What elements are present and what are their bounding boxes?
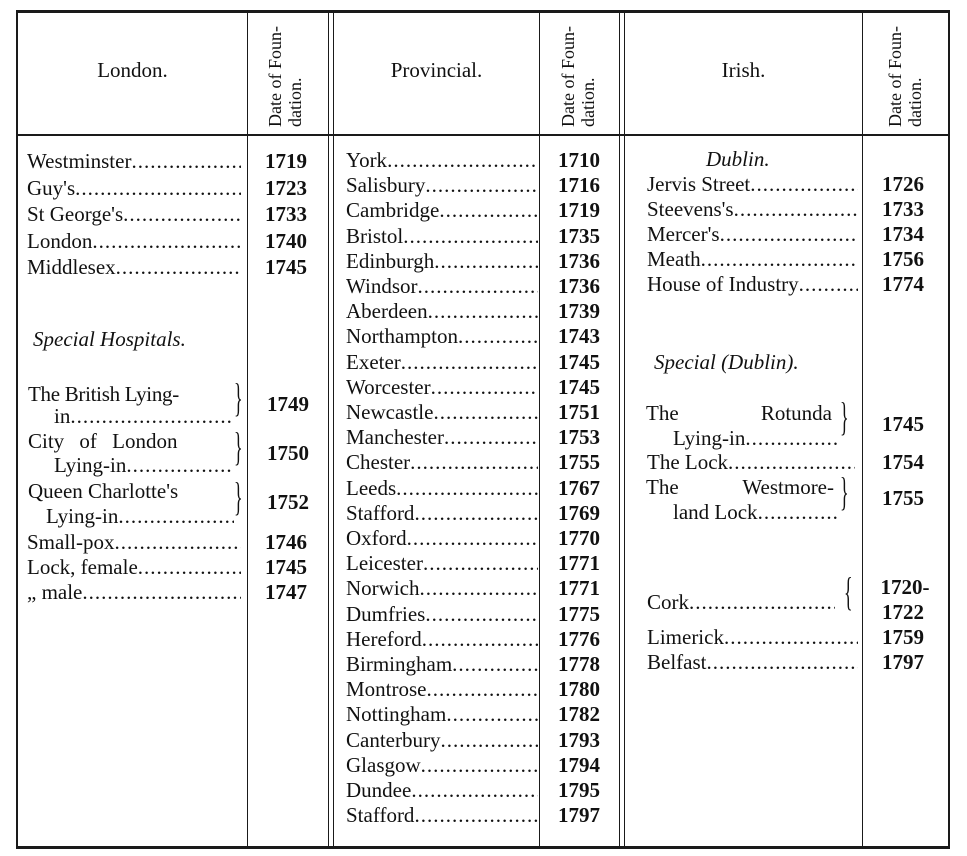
- irish-row: [647, 272, 930, 297]
- provincial-row: [346, 602, 606, 627]
- entry-year: 1776: [558, 626, 600, 651]
- provincial-row: [346, 476, 606, 501]
- entry-year: 1745: [882, 412, 924, 436]
- rule-london-right-b: [333, 10, 334, 849]
- entry-year: 1743: [558, 324, 600, 349]
- entry-line2: land Lock .....: [673, 500, 839, 525]
- entry-name: Aberdeen .....: [346, 299, 538, 324]
- entry-name: Stafford .....: [346, 803, 538, 828]
- entry-name: Bristol .....: [346, 224, 538, 249]
- entry-name: Montrose .....: [346, 677, 538, 702]
- london-row: [27, 580, 313, 605]
- entry-year: 1775: [558, 601, 600, 626]
- entry-year: 1797: [882, 650, 924, 674]
- entry-year: 1753: [558, 425, 600, 450]
- entry-year: 1778: [558, 652, 600, 676]
- entry-name: Edinburgh .....: [346, 249, 538, 274]
- header-provincial-date: [553, 16, 603, 128]
- entry-year: 1745: [558, 349, 600, 374]
- entry-name: London .....: [27, 229, 241, 254]
- entry-line1: Queen Charlotte's: [28, 479, 179, 503]
- entry-year: 1767: [558, 475, 600, 500]
- entry-name: Steevens's .....: [647, 197, 858, 222]
- entry-year: 1771: [558, 576, 600, 601]
- entry-year: 1745: [558, 374, 600, 399]
- rule-prov-right-a: [619, 10, 620, 849]
- entry-name: Oxford .....: [346, 526, 538, 551]
- entry-year: 1745: [265, 555, 307, 579]
- london-row: [27, 555, 313, 580]
- entry-year-start: 1720-: [880, 575, 930, 599]
- entry-name: Dumfries .....: [346, 602, 538, 627]
- irish-row: [647, 172, 930, 197]
- entry-year: 1797: [558, 803, 600, 828]
- provincial-row: [346, 803, 606, 828]
- entry-line1: The Rotunda: [646, 401, 832, 425]
- entry-year: 1735: [558, 223, 600, 248]
- entry-name: Cambridge .....: [346, 198, 538, 223]
- provincial-row: [346, 627, 606, 652]
- irish-row: [647, 247, 930, 272]
- entry-year: 1736: [558, 274, 600, 298]
- provincial-row: [346, 677, 606, 702]
- irish-row: [647, 197, 930, 222]
- provincial-row: [346, 274, 606, 299]
- entry-name: Manchester .....: [346, 425, 538, 450]
- provincial-row: [346, 198, 606, 223]
- provincial-row: [346, 702, 606, 727]
- entry-year-end: 1722: [882, 600, 924, 624]
- irish-row: [647, 625, 930, 650]
- brace-open-icon: {: [844, 569, 853, 614]
- entry-name: Small-pox .....: [27, 530, 241, 555]
- london-row: [27, 530, 313, 555]
- provincial-row: [346, 375, 606, 400]
- entry-name: „ male .....: [27, 580, 241, 605]
- rule-london-right-a: [328, 10, 329, 849]
- header-london: London.: [97, 58, 168, 82]
- provincial-row: [346, 299, 606, 324]
- entry-name: Birmingham .....: [346, 652, 538, 677]
- entry-year: 1793: [558, 727, 600, 752]
- entry-year: 1745: [265, 255, 307, 279]
- entry-name: Dundee .....: [346, 778, 538, 803]
- irish-special-heading: Special (Dublin).: [654, 350, 799, 374]
- entry-year: 1733: [265, 202, 307, 226]
- entry-line2: Lying-in .....: [46, 504, 234, 529]
- irish-lock: The Lock ..... 1754: [647, 450, 862, 475]
- entry-year: 1770: [558, 526, 600, 550]
- entry-name: Northampton .....: [346, 324, 538, 349]
- entry-year: 1752: [267, 490, 309, 514]
- entry-year: 1747: [265, 580, 307, 604]
- entry-year: 1780: [558, 677, 600, 702]
- irish-dublin-heading: Dublin.: [706, 147, 770, 171]
- provincial-row: [346, 526, 606, 551]
- brace-icon: }: [234, 424, 243, 469]
- entry-name: Canterbury .....: [346, 728, 538, 753]
- entry-name: House of Industry .....: [647, 272, 858, 297]
- entry-year: 1756: [882, 247, 924, 271]
- entry-name: Windsor .....: [346, 274, 538, 299]
- entry-name: Leicester .....: [346, 551, 538, 576]
- entry-line1: The Westmore-: [646, 475, 834, 499]
- entry-name: Stafford .....: [346, 501, 538, 526]
- entry-name: Salisbury .....: [346, 173, 538, 198]
- provincial-row: [346, 224, 606, 249]
- provincial-row: [346, 450, 606, 475]
- header-rule: [16, 134, 950, 136]
- entry-name: Hereford .....: [346, 627, 538, 652]
- entry-year: 1749: [267, 392, 309, 416]
- entry-name: Westminster .....: [27, 149, 241, 174]
- entry-name: Lock, female .....: [27, 555, 241, 580]
- entry-year: 1719: [558, 198, 600, 223]
- entry-line1: The British Lying-: [28, 382, 179, 406]
- entry-year: 1755: [882, 486, 924, 510]
- irish-row: [647, 650, 930, 675]
- provincial-row: [346, 148, 606, 173]
- brace-icon: }: [234, 375, 243, 420]
- entry-year: 1734: [882, 222, 924, 246]
- provincial-row: [346, 753, 606, 778]
- entry-name: York .....: [346, 148, 538, 173]
- entry-line1: City of London: [28, 429, 178, 453]
- rule-irish-date: [862, 10, 863, 849]
- provincial-row: [346, 249, 606, 274]
- london-special-heading: Special Hospitals.: [33, 327, 186, 351]
- entry-name: Worcester .....: [346, 375, 538, 400]
- provincial-row: [346, 400, 606, 425]
- entry-name: Cork .....: [647, 590, 835, 615]
- entry-name: Newcastle .....: [346, 400, 538, 425]
- entry-name: Leeds .....: [346, 476, 538, 501]
- brace-icon: }: [234, 474, 243, 519]
- provincial-row: [346, 778, 606, 803]
- rule-prov-right-b: [624, 10, 625, 849]
- entry-name: Mercer's .....: [647, 222, 858, 247]
- rule-left: [16, 10, 18, 849]
- rule-london-date: [247, 10, 248, 849]
- entry-year: 1750: [267, 441, 309, 465]
- entry-year: 1723: [265, 175, 307, 200]
- entry-year: 1751: [558, 400, 600, 424]
- date-label: Date of Foun- dation.: [265, 26, 305, 127]
- entry-name: Meath .....: [647, 247, 858, 272]
- bottom-rule: [16, 846, 950, 849]
- provincial-row: [346, 652, 606, 677]
- london-row: [27, 255, 313, 280]
- entry-name: Middlesex .....: [27, 255, 241, 280]
- top-rule: [16, 10, 950, 13]
- entry-year: 1726: [882, 172, 924, 196]
- entry-year: 1739: [558, 299, 600, 324]
- provincial-row: [346, 173, 606, 198]
- london-row: [27, 229, 313, 254]
- brace-icon: }: [840, 394, 849, 439]
- entry-year: 1795: [558, 778, 600, 802]
- entry-name: Jervis Street .....: [647, 172, 858, 197]
- entry-year: 1769: [558, 500, 600, 525]
- header-provincial: Provincial.: [390, 58, 483, 82]
- provincial-row: [346, 324, 606, 349]
- brace-icon: }: [840, 469, 849, 514]
- provincial-row: [346, 576, 606, 601]
- entry-year: 1755: [558, 450, 600, 475]
- entry-year: 1716: [558, 173, 600, 198]
- entry-year: 1759: [882, 625, 924, 649]
- entry-year: 1794: [558, 752, 600, 777]
- entry-year: 1710: [558, 148, 600, 172]
- entry-name: Guy's .....: [27, 176, 241, 201]
- header-irish-date: [880, 16, 930, 128]
- london-row: [27, 202, 313, 227]
- london-row: [27, 149, 313, 174]
- date-label: Date of Foun- dation.: [885, 26, 925, 127]
- entry-name: Limerick .....: [647, 625, 858, 650]
- entry-year: 1774: [882, 272, 924, 296]
- entry-year: 1782: [558, 702, 600, 727]
- entry-year: 1736: [558, 248, 600, 273]
- header-irish: Irish.: [721, 58, 766, 82]
- entry-name: Belfast .....: [647, 650, 858, 675]
- entry-name: Chester .....: [346, 450, 538, 475]
- entry-name: Exeter .....: [346, 350, 538, 375]
- entry-year: 1733: [882, 197, 924, 221]
- provincial-row: [346, 501, 606, 526]
- entry-line2: Lying-in .....: [54, 453, 234, 478]
- rule-right: [948, 10, 950, 849]
- entry-year: 1771: [558, 551, 600, 576]
- entry-name: Nottingham .....: [346, 702, 538, 727]
- entry-line2: Lying-in .....: [673, 426, 839, 451]
- irish-row: [647, 222, 930, 247]
- header-london-date: [260, 16, 310, 128]
- provincial-row: [346, 350, 606, 375]
- date-label: Date of Foun- dation.: [558, 26, 598, 127]
- entry-name: Norwich .....: [346, 576, 538, 601]
- entry-name: Glasgow .....: [346, 753, 538, 778]
- provincial-row: [346, 425, 606, 450]
- entry-year: 1719: [265, 149, 307, 173]
- entry-name: St George's .....: [27, 202, 241, 227]
- provincial-row: [346, 728, 606, 753]
- entry-year: 1740: [265, 228, 307, 253]
- provincial-row: [346, 551, 606, 576]
- entry-line2: in .....: [54, 404, 234, 429]
- london-row: [27, 176, 313, 201]
- entry-year: 1746: [265, 530, 307, 554]
